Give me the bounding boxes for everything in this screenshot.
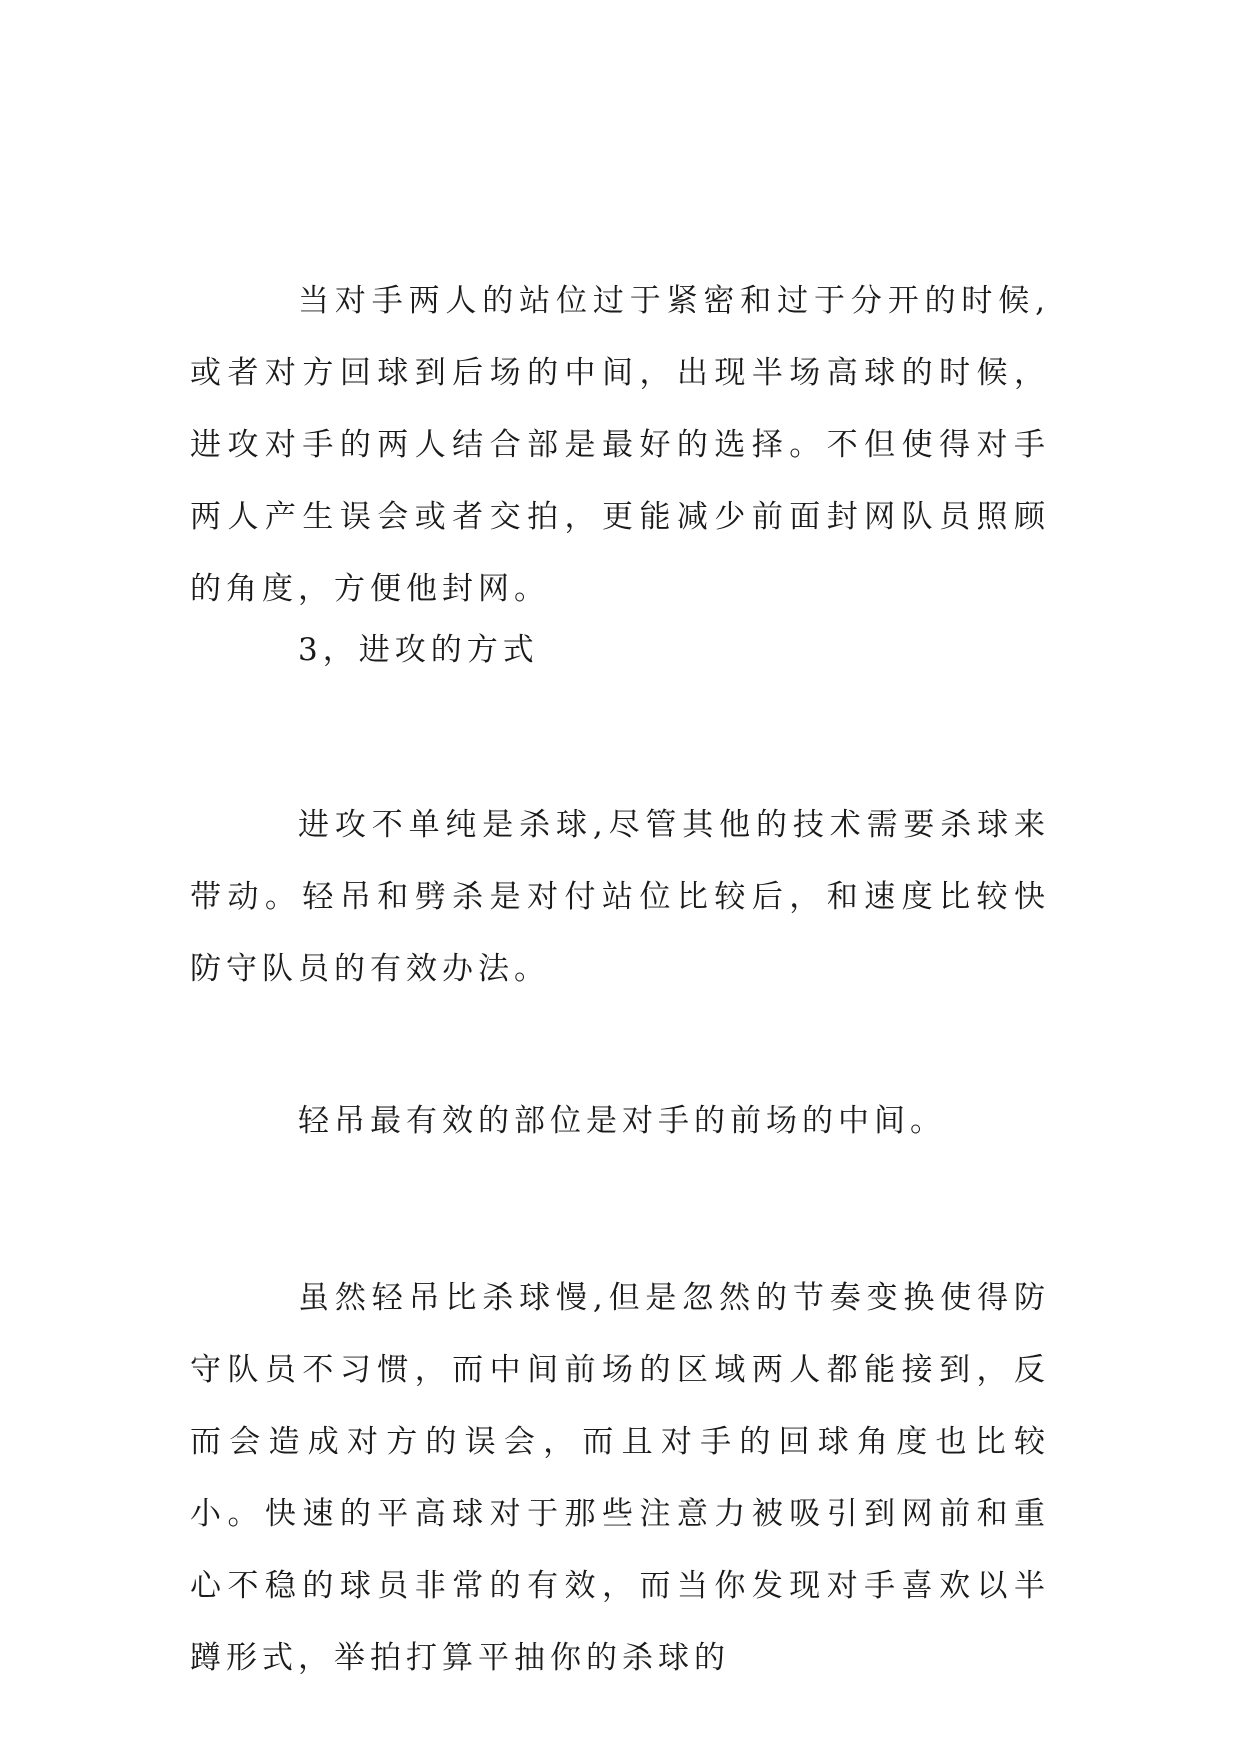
paragraph-text: 当对手两人的站位过于紧密和过于分开的时候,或者对方回球到后场的中间，出现半场高球的时候，进攻对手的两人结合部是最好的选择。不但使得对手两人产生误会或者交拍，更能减少前面封网队员照顾的角度，方便他封网。 — [190, 283, 1050, 607]
paragraph-drop-shot-effect — [190, 1262, 1050, 1694]
section-heading — [190, 614, 1050, 686]
paragraph-drop-shot-target — [190, 1085, 1050, 1157]
heading-text: 3，进攻的方式 — [298, 632, 539, 668]
paragraph-text: 进攻不单纯是杀球,尽管其他的技术需要杀球来带动。轻吊和劈杀是对付站位比较后，和速度比较快防守队员的有效办法。 — [190, 807, 1050, 987]
paragraph-text: 虽然轻吊比杀球慢,但是忽然的节奏变换使得防守队员不习惯，而中间前场的区域两人都能接到，反而会造成对方的误会，而且对手的回球角度也比较小。快速的平高球对于那些注意力被吸引到网前和重心不稳的球员非常的有效，而当你发现对手喜欢以半蹲形式，举拍打算平抽你的杀球的 — [190, 1280, 1050, 1676]
paragraph-text: 轻吊最有效的部位是对手的前场的中间。 — [298, 1103, 946, 1139]
paragraph-attack-gap — [190, 265, 1050, 625]
paragraph-attack-methods — [190, 789, 1050, 1005]
